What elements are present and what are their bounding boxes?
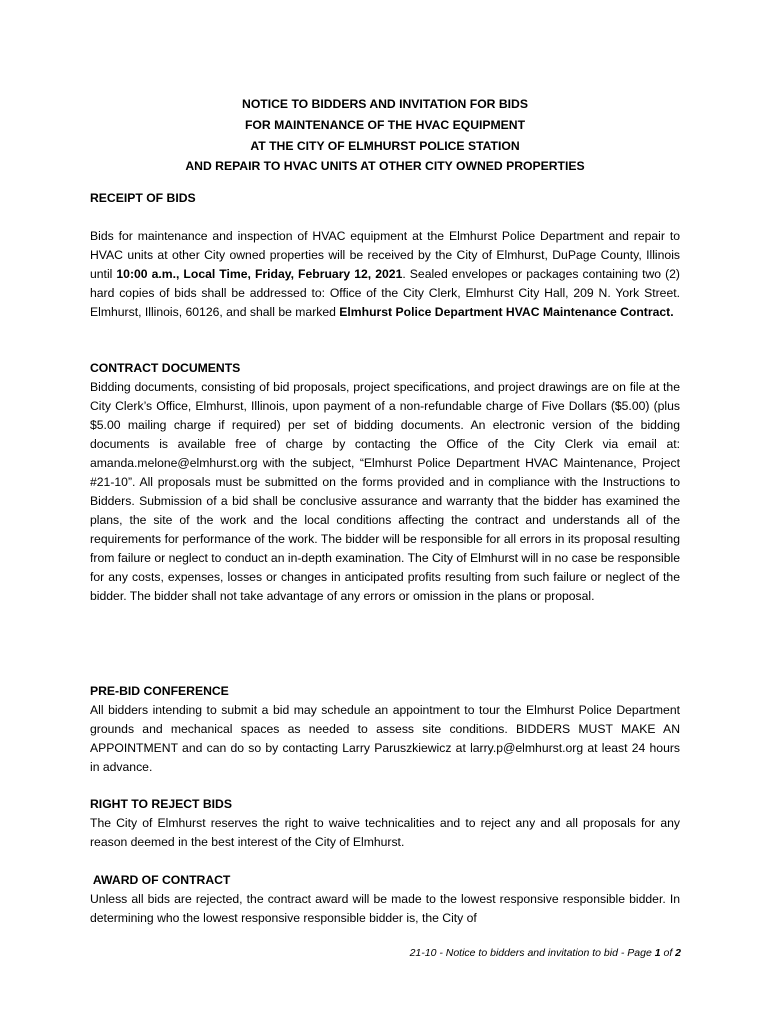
footer-total-pages: 2 [675,947,681,959]
receipt-heading: RECEIPT OF BIDS [90,191,196,205]
title-line-4: AND REPAIR TO HVAC UNITS AT OTHER CITY OWNED PROPERTIES [185,159,585,174]
envelope-marking: Elmhurst Police Department HVAC Maintenance Contract. [339,305,674,319]
receipt-text-1: Bids for maintenance and inspection of HVAC equipment at the Elmhurst Police Department and repair to HVAC units at other City owned properties will be received by the City of Elmhurst, DuPage County, Illinois until [90,229,680,281]
title-line-1: NOTICE TO BIDDERS AND INVITATION FOR BIDS [242,97,528,111]
contract-documents-heading: CONTRACT DOCUMENTS [90,361,241,375]
page-footer [90,945,681,961]
pre-bid-heading: PRE-BID CONFERENCE [90,684,229,698]
reject-paragraph: The City of Elmhurst reserves the right to waive technicalities and to reject any and all proposals for any reason deemed in the best interest of the City of Elmhurst. [90,816,680,849]
pre-bid-paragraph: All bidders intending to submit a bid may schedule an appointment to tour the Elmhurst Police Department grounds and mechanical spaces as needed to assess site conditions. BIDDERS MUST MAKE AN APPOINTMENT and can do so by contacting Larry Paruszkiewicz at larry.p@elmhurst.org at least 24 hours in advance. [90,703,680,774]
document-title [90,94,680,177]
award-paragraph: Unless all bids are rejected, the contract award will be made to the lowest responsive responsible bidder. In determining who the lowest responsive responsible bidder is, the City of [90,892,680,925]
footer-page-number: 1 [654,947,661,959]
reject-heading: RIGHT TO REJECT BIDS [90,797,232,811]
receipt-text-2: . Sealed envelopes or packages containing two (2) hard copies of bids shall be addressed to: Office of the City Clerk, Elmhurst City Hall, 209 N. York Street. Elmhurst, Illinois, 60126, and shall be marked [90,267,680,319]
contract-documents-paragraph: Bidding documents, consisting of bid proposals, project specifications, and project drawings are on file at the City Clerk’s Office, Elmhurst, Illinois, upon payment of a non-refundable charge of Five Dollars ($5.00) (plus $5.00 mailing charge if required) per set of bidding documents. An electronic version of the bidding documents is available free of charge by contacting the Office of the City Clerk via email at: amanda.melone@elmhurst.org with the subject, “Elmhurst Police Department HVAC Maintenance, Project #21-10”. All proposals must be submitted on the forms provided and in compliance with the Instructions to Bidders. Submission of a bid shall be conclusive assurance and warranty that the bidder has examined the plans, the site of the work and the local conditions affecting the contract and understands all of the requirements for performance of the work. The bidder will be responsible for all errors in its proposal resulting from failure or neglect to conduct an in-depth examination. The City of Elmhurst will in no case be responsible for any costs, expenses, losses or changes in anticipated profits resulting from such failure or neglect of the bidder. The bidder shall not take advantage of any errors or omission in the plans or proposal. [90,380,680,603]
footer-text: 21-10 - Notice to bidders and invitation to bid - Page [409,947,655,959]
receipt-paragraph [90,227,680,322]
title-line-3: AT THE CITY OF ELMHURST POLICE STATION [250,138,520,153]
award-heading: AWARD OF CONTRACT [90,873,231,887]
title-line-2: FOR MAINTENANCE OF THE HVAC EQUIPMENT [244,117,526,132]
bid-deadline: 10:00 a.m., Local Time, Friday, February 12, 2021 [116,267,403,281]
footer-of: of [660,947,676,959]
